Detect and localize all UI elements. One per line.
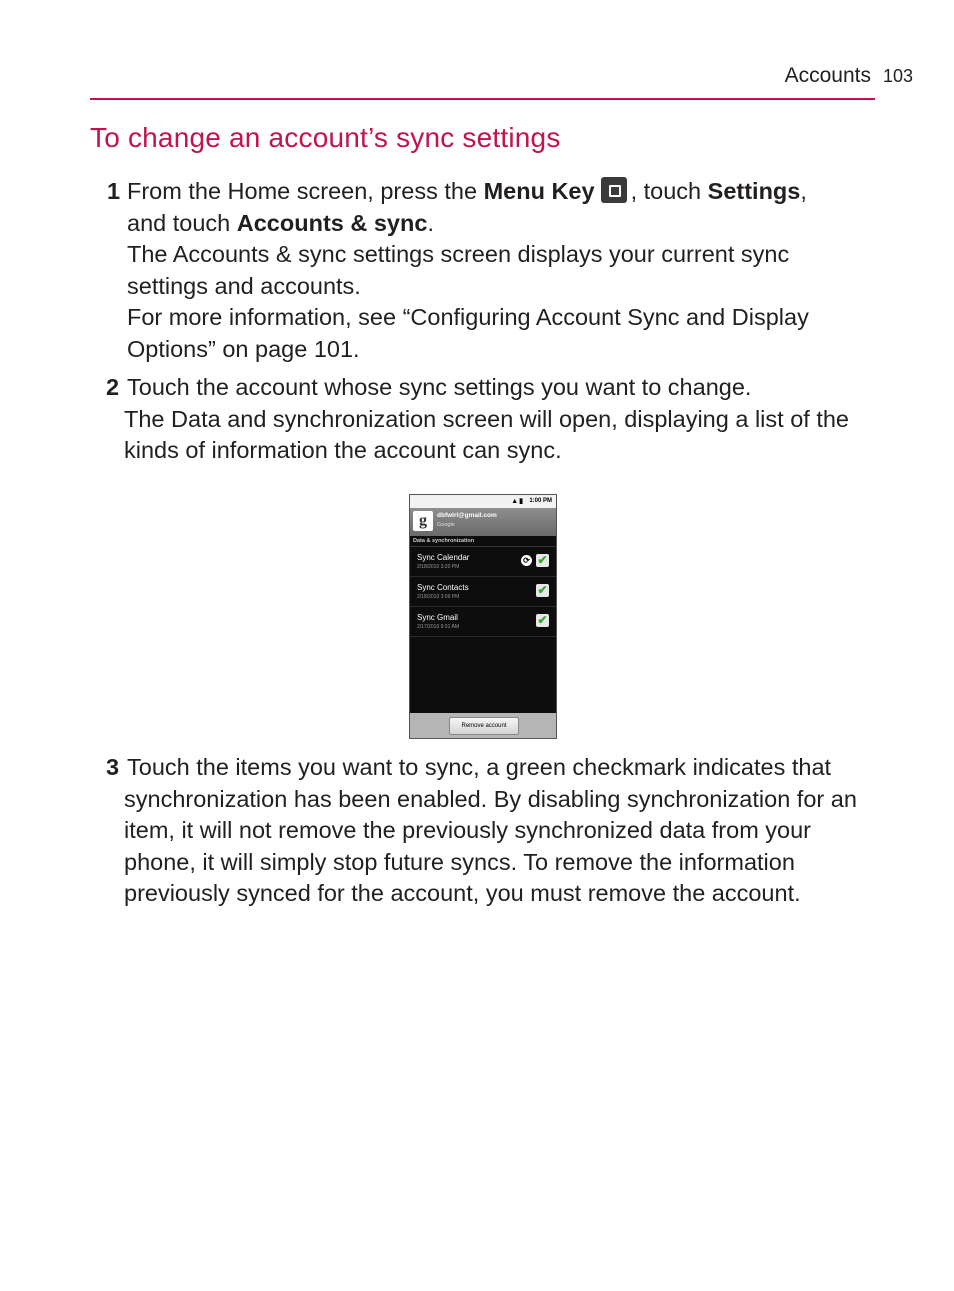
step-2-description: The Data and synchronization screen will open, displaying a list of the kinds of information the account can sync. [124,405,849,463]
step-text: , touch [630,178,708,204]
syncing-icon: ⟳ [521,555,532,566]
step-text: and touch [127,209,237,236]
account-email: dbfwlrl@gmail.com [437,512,497,519]
step-number: 2 [106,374,120,400]
sync-item-date: 2/18/2010 3:20 PM [417,564,460,570]
account-header[interactable] [410,508,556,536]
signal-icon: ▲▮ [511,498,524,505]
menu-key-label: Menu Key [483,178,595,204]
account-provider: Google [437,522,455,528]
status-bar [410,495,556,508]
settings-label: Settings [707,178,801,204]
step-1-instruction [127,176,887,239]
step-1-reference: For more information, see “Configuring Account Sync and Display Options” on page 101. [127,304,809,362]
section-label: Data & synchronization [410,538,556,547]
step-2 [106,372,884,467]
step-1 [107,176,887,365]
step-3 [106,752,884,910]
sync-item-date: 2/17/2010 9:31 AM [417,624,459,630]
phone-screenshot [409,494,557,739]
checkbox-checked-icon[interactable]: ✔ [537,613,548,627]
step-text: . [427,209,434,236]
step-3-instruction: Touch the items you want to sync, a green checkmark indicates that synchronization has been enabled. By disabling synchronization for an item, it will not remove the previously synchronized data from your phone, it will simply stop future syncs. To remove the information previously synced for the account, you must remove the account. [124,754,857,906]
bottom-bar [410,713,556,738]
sync-item-name: Sync Contacts [417,583,469,592]
sync-item-calendar[interactable] [410,547,556,577]
step-number: 3 [106,754,120,780]
page-title: To change an account’s sync settings [90,122,561,153]
page-number: 103 [882,66,913,86]
step-text: From the Home screen, press the [127,178,484,204]
remove-account-button[interactable]: Remove account [449,717,519,735]
step-number: 1 [107,178,121,204]
step-1-description: The Accounts & sync settings screen displays your current sync settings and accounts. [127,241,790,299]
step-text: , [800,178,807,204]
status-time: 1:00 PM [529,498,552,504]
page-header [90,62,913,100]
sync-item-date: 2/18/2010 3:09 PM [417,594,460,600]
sync-item-gmail[interactable] [410,607,556,637]
section-name: Accounts [784,64,871,87]
sync-item-name: Sync Calendar [417,553,470,562]
checkbox-checked-icon[interactable]: ✔ [537,553,548,567]
google-logo-icon: g [413,511,433,531]
menu-key-icon [601,177,627,203]
sync-item-name: Sync Gmail [417,613,458,622]
accounts-sync-label: Accounts & sync [236,209,428,236]
checkbox-checked-icon[interactable]: ✔ [537,583,548,597]
step-2-instruction: Touch the account whose sync settings you want to change. [127,374,752,400]
sync-item-contacts[interactable] [410,577,556,607]
